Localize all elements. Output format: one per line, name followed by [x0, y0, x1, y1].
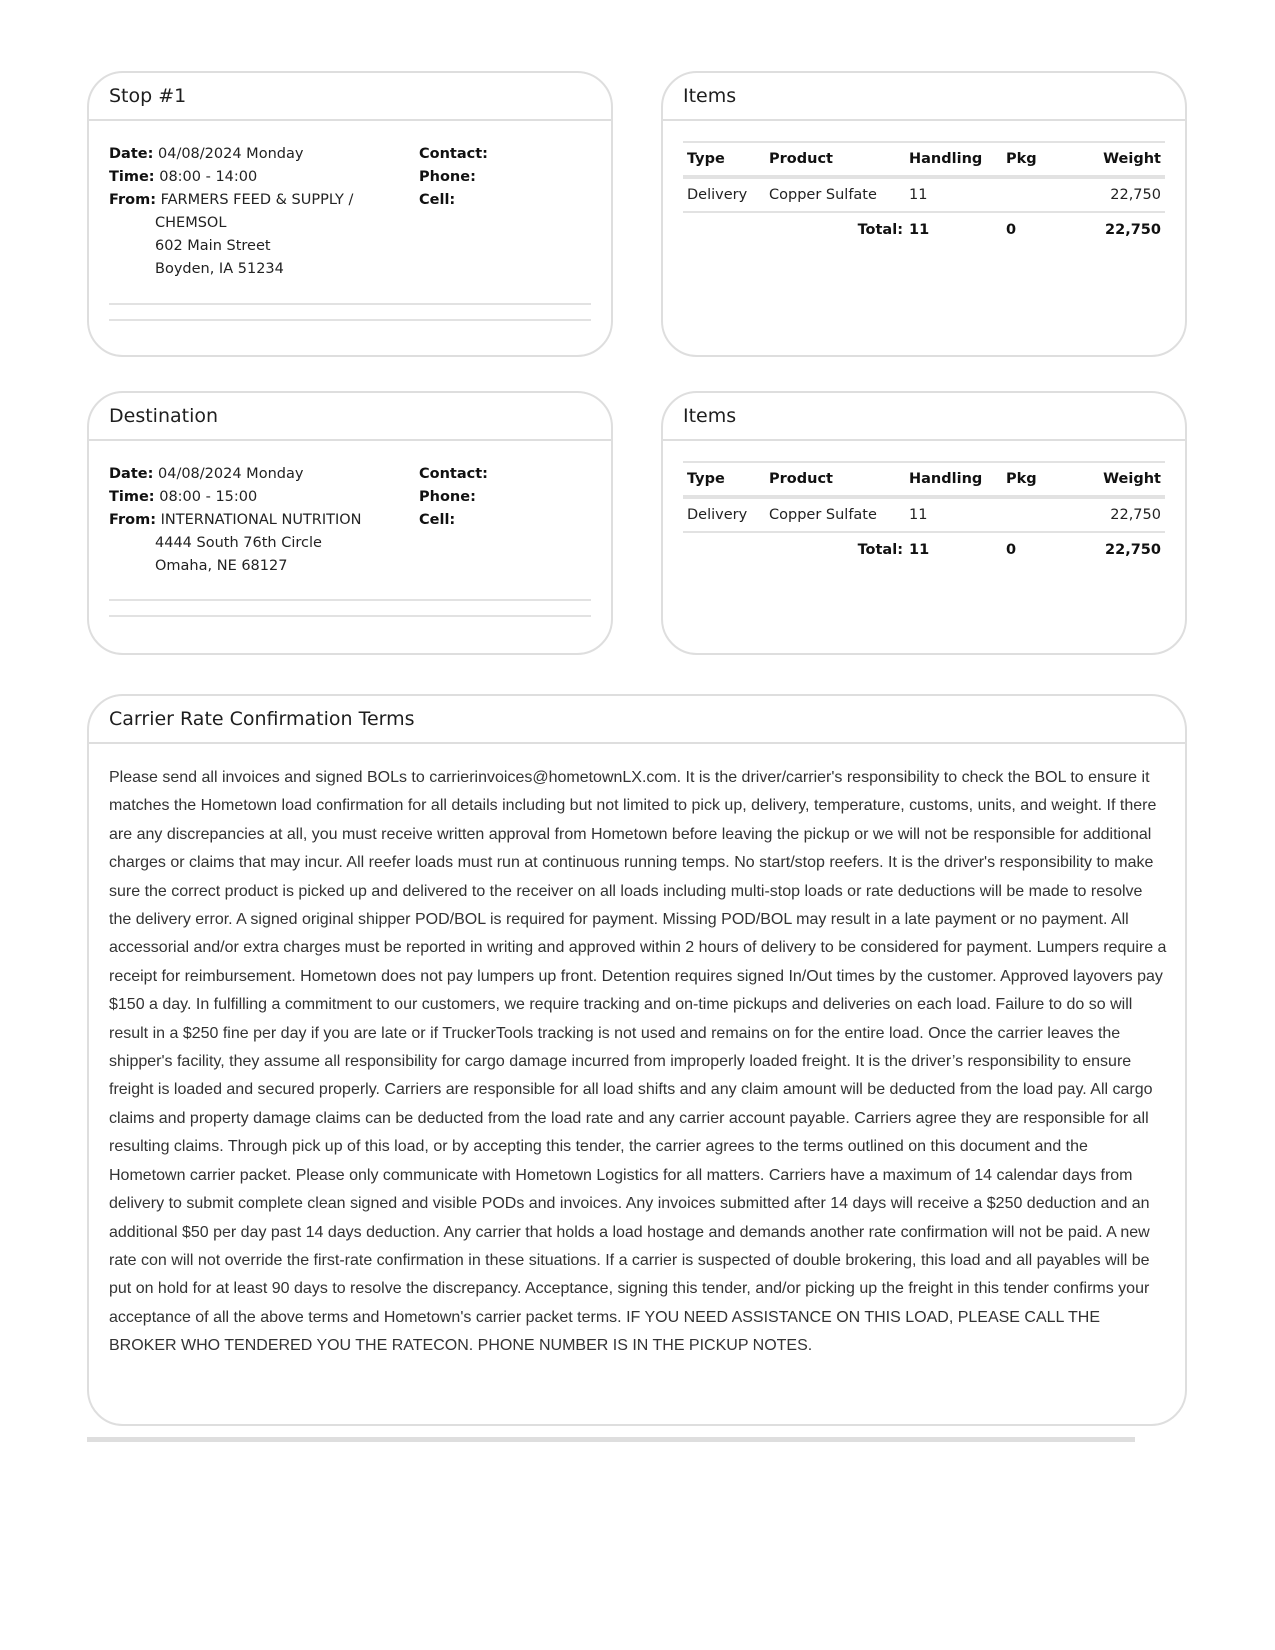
destination-card: [87, 391, 613, 655]
cell-label: Cell:: [419, 512, 456, 528]
col-handling: Handling: [909, 471, 983, 487]
col-weight: Weight: [1103, 471, 1161, 487]
total-weight: 22,750: [1105, 222, 1161, 238]
cell-weight: 22,750: [1110, 187, 1161, 203]
items-table: [683, 461, 1165, 567]
stop-card: [87, 71, 613, 357]
divider: [109, 615, 591, 617]
destination-from-line: Omaha, NE 68127: [155, 558, 288, 574]
items-card: [661, 391, 1187, 655]
col-pkg: Pkg: [1006, 151, 1037, 167]
cell-product: Copper Sulfate: [769, 187, 877, 203]
stop-title: Stop #1: [89, 73, 611, 121]
stop-info: [109, 143, 353, 281]
col-weight: Weight: [1103, 151, 1161, 167]
contact-label: Contact:: [419, 466, 488, 482]
cell-handling: 11: [909, 507, 928, 523]
destination-title: Destination: [89, 393, 611, 441]
stop-time: 08:00 - 14:00: [159, 169, 258, 185]
col-type: Type: [687, 151, 725, 167]
terms-card: [87, 694, 1187, 1426]
destination-from-line: 4444 South 76th Circle: [155, 535, 322, 551]
total-handling: 11: [909, 542, 930, 558]
table-total-row: [683, 533, 1165, 567]
stop-date: 04/08/2024 Monday: [158, 146, 304, 162]
destination-contact-block: [419, 463, 488, 532]
time-label: Time:: [109, 489, 155, 505]
destination-time: 08:00 - 15:00: [159, 489, 258, 505]
total-pkg: 0: [1006, 222, 1017, 238]
from-label: From:: [109, 512, 156, 528]
cell-type: Delivery: [687, 187, 748, 203]
total-label: Total:: [857, 542, 903, 558]
total-label: Total:: [857, 222, 903, 238]
footer-divider: [87, 1437, 1135, 1442]
time-label: Time:: [109, 169, 155, 185]
col-type: Type: [687, 471, 725, 487]
items-title: Items: [663, 393, 1185, 441]
stop-from-line: FARMERS FEED & SUPPLY /: [160, 192, 354, 208]
contact-label: Contact:: [419, 146, 488, 162]
divider: [109, 303, 591, 305]
destination-date: 04/08/2024 Monday: [158, 466, 304, 482]
terms-body: Please send all invoices and signed BOLs to carrierinvoices@hometownLX.com. It is the driver/carrier's responsibility to check the BOL to ensure it matches the Hometown load confirmation for all details including but not limited to pick up, delivery, temperature, customs, units, and weight. If there are any discrepancies at all, you must receive written approval from Hometown before leaving the pickup or we will not be responsible for additional charges or claims that may incur. All reefer loads must run at continuous running temps. No start/stop reefers. It is the driver's responsibility to make sure the correct product is picked up and delivered to the receiver on all loads including multi-stop loads or rate deductions will be made to resolve the delivery error. A signed original shipper POD/BOL is required for payment. Missing POD/BOL may result in a late payment or no payment. All accessorial and/or extra charges must be reported in writing and approved within 2 hours of delivery to be considered for payment. Lumpers require a receipt for reimbursement. Hometown does not pay lumpers up front. Detention requires signed In/Out times by the customer. Approved layovers pay $150 a day. In fulfilling a commitment to our customers, we require tracking and on-time pickups and deliveries on each load. Failure to do so will result in a $250 fine per day if you are late or if TruckerTools tracking is not used and remains on for the entire load. Once the carrier leaves the shipper's facility, they assume all responsibility for cargo damage incurred from improperly loaded freight. It is the driver’s responsibility to ensure freight is loaded and secured properly. Carriers are responsible for all load shifts and any claim amount will be deducted from the load pay. All cargo claims and property damage claims can be deducted from the load rate and any carrier account payable. Carriers agree they are responsible for all resulting claims. Through pick up of this load, or by accepting this tender, the carrier agrees to the terms outlined on this document and the Hometown carrier packet. Please only communicate with Hometown Logistics for all matters. Carriers have a maximum of 14 calendar days from delivery to submit complete clean signed and visible PODs and invoices. Any invoices submitted after 14 days will receive a $250 deduction and an additional $50 per day past 14 days deduction. Any carrier that holds a load hostage and demands another rate confirmation will not be paid. A new rate con will not override the first-rate confirmation in these situations. If a carrier is suspected of double brokering, this load and all payables will be put on hold for at least 90 days to resolve the discrepancy. Acceptance, signing this tender, and/or picking up the freight in this tender confirms your acceptance of all the above terms and Hometown's carrier packet terms. IF YOU NEED ASSISTANCE ON THIS LOAD, PLEASE CALL THE BROKER WHO TENDERED YOU THE RATECON. PHONE NUMBER IS IN THE PICKUP NOTES.: [109, 769, 1167, 1355]
total-handling: 11: [909, 222, 930, 238]
col-product: Product: [769, 151, 833, 167]
table-header: [683, 141, 1165, 179]
total-weight: 22,750: [1105, 542, 1161, 558]
divider: [109, 319, 591, 321]
stop-from-line: CHEMSOL: [155, 215, 227, 231]
cell-product: Copper Sulfate: [769, 507, 877, 523]
stop-contact-block: [419, 143, 488, 212]
cell-handling: 11: [909, 187, 928, 203]
items-title: Items: [663, 73, 1185, 121]
table-row: [683, 179, 1165, 213]
col-pkg: Pkg: [1006, 471, 1037, 487]
stop-from-line: Boyden, IA 51234: [155, 261, 284, 277]
cell-weight: 22,750: [1110, 507, 1161, 523]
table-header: [683, 461, 1165, 499]
destination-from-line: INTERNATIONAL NUTRITION: [160, 512, 362, 528]
date-label: Date:: [109, 466, 154, 482]
terms-title: Carrier Rate Confirmation Terms: [89, 696, 1185, 744]
from-label: From:: [109, 192, 156, 208]
col-product: Product: [769, 471, 833, 487]
total-pkg: 0: [1006, 542, 1017, 558]
cell-label: Cell:: [419, 192, 456, 208]
table-total-row: [683, 213, 1165, 247]
phone-label: Phone:: [419, 169, 476, 185]
stop-from-line: 602 Main Street: [155, 238, 271, 254]
items-table: [683, 141, 1165, 247]
phone-label: Phone:: [419, 489, 476, 505]
table-row: [683, 499, 1165, 533]
date-label: Date:: [109, 146, 154, 162]
destination-info: [109, 463, 362, 578]
divider: [109, 599, 591, 601]
cell-type: Delivery: [687, 507, 748, 523]
items-card: [661, 71, 1187, 357]
col-handling: Handling: [909, 151, 983, 167]
